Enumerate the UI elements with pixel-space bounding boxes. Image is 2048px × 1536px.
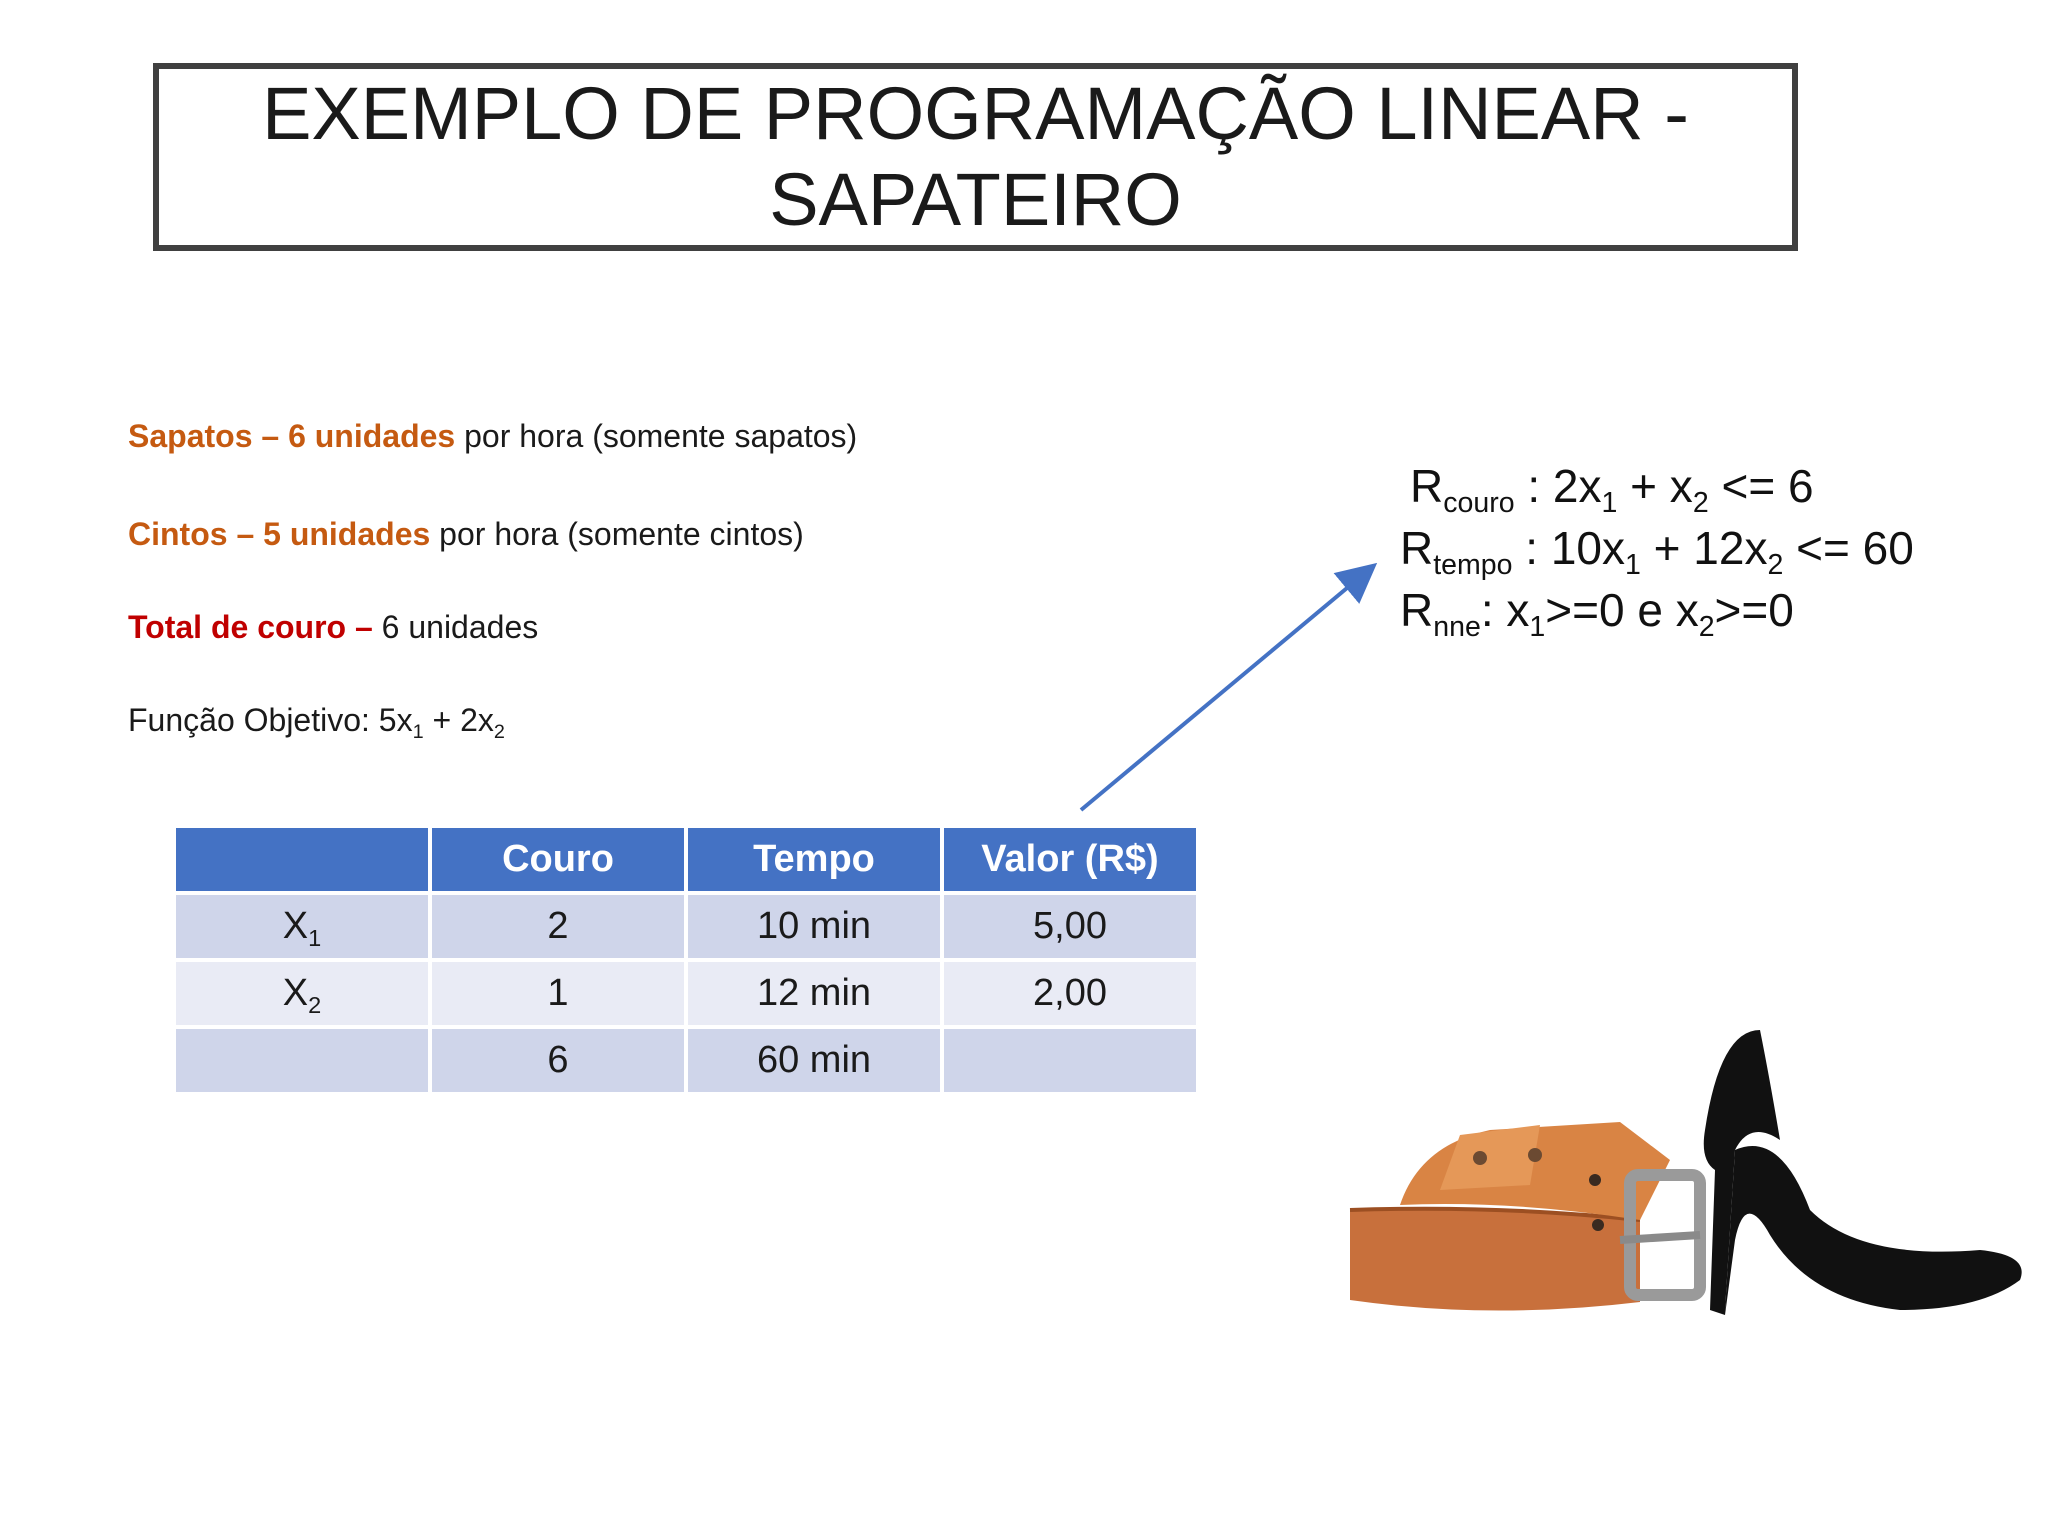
objective-label: Função Objetivo:	[128, 702, 379, 738]
objective-term-1: 5x	[378, 702, 413, 738]
header-empty	[176, 828, 428, 891]
row-tempo: 60 min	[688, 1029, 940, 1092]
title-line-1: EXEMPLO DE PROGRAMAÇÃO LINEAR -	[262, 72, 1689, 155]
objective-term-2: + 2x	[423, 702, 494, 738]
header-tempo: Tempo	[688, 828, 940, 891]
row-couro: 2	[432, 895, 684, 958]
objective-function	[128, 702, 505, 743]
constraint-couro: $R_{couro}$ : $2x_1 + x_2 <= 6$	[1410, 460, 1814, 519]
info-sapatos	[128, 418, 857, 455]
row-couro: 6	[432, 1029, 684, 1092]
constraint-nne: $R_{nne}$: $x_1>=0$ e $x_2>=0$	[1400, 584, 1794, 643]
row-tempo: 10 min	[688, 895, 940, 958]
row-var	[176, 1029, 428, 1092]
table-header-row	[176, 828, 1196, 891]
row-var: $X_2$	[176, 962, 428, 1025]
table-row	[176, 1029, 1196, 1092]
table-row	[176, 895, 1196, 958]
header-couro: Couro	[432, 828, 684, 891]
header-valor: Valor (R$)	[944, 828, 1196, 891]
info-couro	[128, 609, 538, 646]
objective-sub-2: 2	[493, 720, 505, 743]
objective-sub-1: 1	[412, 720, 424, 743]
sapatos-rest: por hora (somente sapatos)	[455, 418, 858, 454]
row-couro: 1	[432, 962, 684, 1025]
arrow-icon	[1075, 560, 1385, 820]
cintos-rest: por hora (somente cintos)	[430, 516, 804, 552]
table-row	[176, 962, 1196, 1025]
belt-and-shoe-image	[1340, 1010, 2030, 1340]
title-box	[153, 63, 1798, 251]
cintos-highlight: Cintos – 5 unidades	[128, 516, 431, 552]
row-valor	[944, 1029, 1196, 1092]
couro-rest: 6 unidades	[372, 609, 539, 645]
row-var: $X_1$	[176, 895, 428, 958]
couro-highlight: Total de couro –	[128, 609, 373, 645]
high-heel-shoe-illustration	[1704, 1030, 2022, 1315]
constraint-tempo: $R_{tempo}$ : $10x_1 + 12x_2 <= 60$	[1400, 522, 1914, 581]
constraints	[1400, 455, 1914, 641]
row-tempo: 12 min	[688, 962, 940, 1025]
sapatos-highlight: Sapatos – 6 unidades	[128, 418, 456, 454]
title-line-2: SAPATEIRO	[769, 158, 1182, 241]
info-cintos	[128, 516, 804, 553]
row-valor: 5,00	[944, 895, 1196, 958]
belt-illustration	[1350, 1122, 1700, 1311]
row-valor: 2,00	[944, 962, 1196, 1025]
data-table	[172, 824, 1200, 1096]
